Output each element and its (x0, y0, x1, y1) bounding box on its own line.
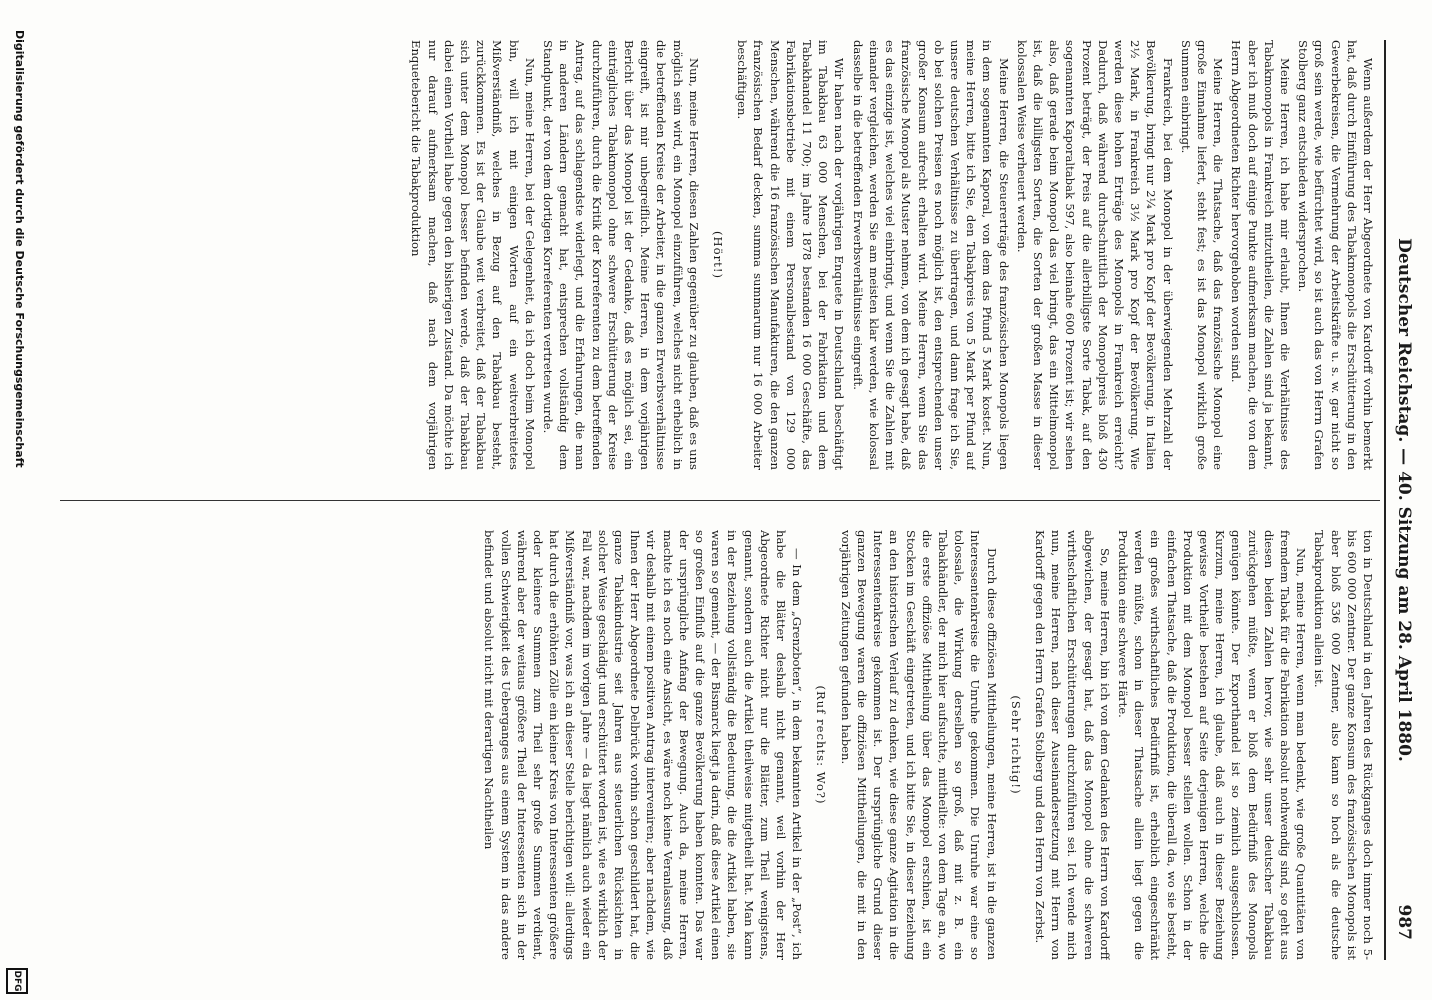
credit-text: Digitalisierung gefördert durch die Deutsche Forschungsgemeinschaft (13, 30, 26, 468)
paragraph: Durch diese offiziösen Mittheilungen, meine Herren, ist in die ganzen Interessentenkreise die Unruhe gekommen. Die Unruhe war eine so tolossale, die Wirkung derselben so groß, daß mit z. B. ein Tabakhändler, der mich hier aufsuchte, mittheilte: von dem Tage an, wo die erste offiziöse Mittheilung über das Monopol erschien, ist ein Stocken im Geschäft eingetreten, und ich bitte Sie, in dieser Beziehung an den historischen Verlauf zu denken, wie diese ganze Agitation in die Interessentenkreise gekommen ist. Der ursprüngliche Grund dieser ganzen Bewegung waren die offiziösen Mittheilungen, die mit in den vorjährigen Zeitungen gefunden haben. (838, 530, 999, 960)
paragraph: Frankreich, bei dem Monopol in der überwiegenden Mehrzahl der Bevölkerung, bringt nur 2¼ Mark pro Kopf der Bevölkerung, in Italien 2½ Mark, in Frankreich 3½ Mark pro Kopf der Bevölkerung. Wie werden diese hohen Erträge des Monopols in Frankreich erreicht? Dadurch, daß während durchschnittlich der Monopolpreis bloß 430 Prozent beträgt, der Preis auf die allerbilligste Sorte Tabak, auf den sogenannten Kaporaltabak 597, also beinahe 600 Prozent ist; wir sehen also, daß gerade beim Monopol das viel bringt, das ein Mittelmonopol ist, daß die billigsten Sorten, die Sorten der großen Masse in dieser kolossalen Weise verheuert werden. (1014, 40, 1175, 470)
paragraph: — In dem „Grenzboten“, in dem bekannten Artikel in der „Post“, ich habe die Blätter deshalb nicht genannt, weil vorhin der Herr Abgeordnete Richter nicht nur die Blätter, zum Theil wenigstens, genannt, sondern auch die Artikel theilweise mitgetheilt hat. Man kann in der Beziehung vollständig die Bedeutung, die die Artikel haben, sie waren so gemeint, — der Bismarck liegt ja darin, daß diese Artikel einen so großen Einfluß auf die ganze Bevölkerung haben konnten. Das war der ursprüngliche Anfang der Bewegung. Auch da, meine Herren, machte ich es noch eine Ansicht, es wäre noch keine Veranlassung, daß wir deshalb mit einem positiven Antrag interveniren; aber nachdem, wie Ihnen der Herr Abgeordnete Delbrück vorhin schon geschildert hat, die ganze Tabakindustrie seit Jahren aus steuerlichen Rücksichten in solcher Weise geschädigt und erschüttert worden ist, wie es wirklich der Fall war, nachdem im vorigen Jahre — da liegt nämlich auch wieder ein Mißverständniß vor, was ich an dieser Stelle berichtigen will: allerdings hat durch die erhöhten Zölle ein kleiner Kreis von Interessenten größere oder kleinere Summen zum Theil sehr große Summen verdient, während aber der weitaus größere Theil der Interessenten sich in der vollen Schwierigkeit des Ueberganges aus einem System in das andere befindet und absolut nicht mit derartigen Nachtheilen (482, 530, 805, 960)
paragraph: Meine Herren, die Thatsache, daß das französische Monopol eine große Einnahme liefert, steht fest; es ist das Monopol wirklich große Summen einbringt. (1178, 40, 1226, 470)
paragraph: Nun, meine Herren, bei der Gelegenheit, da ich doch beim Monopol bin, will ich mit einigen Worten auf ein weitverbreitetes Mißverständniß, welches in Bezug auf den Tabakbau besteht, zurückkommen. Es ist der Glaube weit verbreitet, daß der Tabakbau sich unter dem Monopol besser befinden werde, daß der Tabakbau dabei einen Vortheil habe gegen den bisherigen Zustand. Da möchte ich nur darauf aufmerksam machen, daß nach dem vorjährigen Enquetebericht die Tabakproduktion (409, 40, 537, 470)
header-rule (1384, 40, 1386, 960)
dfg-logo-icon: DFG (6, 968, 28, 994)
left-column (66, 40, 1376, 470)
audience-reaction: (Ruf rechts: Wo?) (814, 685, 829, 805)
paragraph: Meine Herren, ich habe mir erlaubt, Ihnen die Verhältnisse des Tabakmonopols in Frankreich mitzutheilen, die Zahlen sind ja bekannt, aber ich muß doch auf einige Punkte aufmerksam machen, die von dem Herrn Abgeordneten Richter hervorgehoben worden sind. (1229, 40, 1292, 470)
digitization-credit (6, 0, 30, 1000)
paragraph: Wir haben nach der vorjährigen Enquete in Deutschland beschäftigt im Tabakbau 63 000 Menschen, bei der Fabrikation und dem Tabakhandel 11 700; im Jahre 1878 bestanden 16 000 Geschäfte, das Fabrikationsbetriebe mit einem Personalbestand von 129 000 Menschen, während die 16 französischen Manufakturen, die den ganzen französischen Bedarf decken, summa summarum nur 16 000 Arbeiter beschäftigen. (735, 40, 847, 470)
paragraph: tion in Deutschland in den Jahren des Rückganges doch immer noch 5- bis 600 000 Zentner. Der ganze Konsum des französischen Monopols ist aber bloß 536 000 Zentner, also kann so hoch als die deutsche Tabakproduktion allein ist. (1312, 530, 1375, 960)
paragraph: Nun, meine Herren, wenn man bedenkt, wie große Quantitäten von fremdem Tabak für die Fabrikation absolut nothwendig sind, so geht aus diesen beiden Zahlen hervor, wie sehr unser deutscher Tabakbau zurückgehen müßte, wenn er bloß dem Bedürfniß des Monopols genügen könnte. Der Exporthandel ist so ziemlich ausgeschlossen. Kurzum, meine Herren, ich glaube, daß auch in dieser Beziehung gewisse Vortheile bestehen auf Seite derjenigen Herren, welche die Produktion mit dem Monopol besser stellen wollen. Schon in der einfachen Thatsache, daß die Produktion, die überall da, wo sie besteht, ein großes wirthschaftliches Bedürfniß ist, erheblich eingeschränkt werden müßte, schon in dieser Thatsache allein liegt gegen die Produktion eine schwere Härte. (1115, 530, 1309, 960)
paragraph: So, meine Herren, bin ich von dem Gedanken des Herrn von Kardorff abgewichen, der gesagt hat, daß das Monopol ohne die schweren wirthschaftlichen Erschütterungen durchzuführen sei. Ich wende mich nun, meine Herren, nach dieser Auseinandersetzung mit Herrn von Kardorff gegen den Herrn Grafen Stolberg und den Herrn von Zerbst. (1032, 530, 1112, 960)
header-title: Deutscher Reichstag. — 40. Sitzung am 28. April 1880. (1394, 238, 1414, 762)
right-column (66, 530, 1376, 960)
column-divider (60, 500, 1380, 501)
paragraph: Meine Herren, die Steuererträge des französischen Monopols liegen in dem sogenannten Kaporal, von dem das Pfund 5 Mark kostet. Nun, meine Herren, bitte ich Sie, den Tabakpreis von 5 Mark per Pfund auf unsere deutschen Verhältnisse zu übertragen, und dann frage ich Sie, ob bei solchen Preisen es noch möglich ist, den entsprechenden unser großer Konsum aufrecht erhalten wird. Meine Herren, wenn Sie das französische Monopol als Muster nehmen, von dem ich gesagt habe, daß es das einzige ist, welches viel einbringt, und wenn Sie die Zahlen mit einander vergleichen, werden Sie am meisten klar werden, wie kolossal dasselbe in die betreffenden Erwerbsverhältnisse eingreift. (850, 40, 1011, 470)
audience-reaction: (Hört!) (711, 231, 726, 279)
page-header (1388, 60, 1414, 940)
audience-reaction: (Sehr richtig!) (1008, 695, 1023, 795)
page-number: 987 (1394, 904, 1414, 940)
paragraph: Wenn außerdem der Herr Abgeordnete von Kardorff vorhin bemerkt hat, daß durch Einführung des Tabakmonopols die Erschütterung in den Gewerbekreisen, die Vermehrung der Arbeitskräfte u. s. w. gar nicht so groß sein werde, wie befürchtet wird, so ist auch das von Herrn Grafen Stolberg ganz entschieden widersprochen. (1296, 40, 1375, 470)
paragraph: Nun, meine Herren, diesen Zahlen gegenüber zu glauben, daß es uns möglich sein wird, ein Monopol einzuführen, welches nicht erheblich in die betreffenden Kreise der Arbeiter, in die ganzen Erwerbsverhältnisse eingreift, ist mir unbegreiflich. Meine Herren, in dem vorjährigen Bericht über das Monopol ist der Gedanke, daß es möglich sei, ein einträgliches Tabakmonopol ohne schwere Erschütterung der Kreise durchzuführen, durch die Kritik der Korreferenten zu dem betreffenden Antrag, auf das schlagendste widerlegt, und die Erfahrungen, die man in anderen Ländern gemacht hat, entsprechen vollständig dem Standpunkt, der von dem dortigen Korreferenten vertreten wurde. (541, 40, 701, 470)
